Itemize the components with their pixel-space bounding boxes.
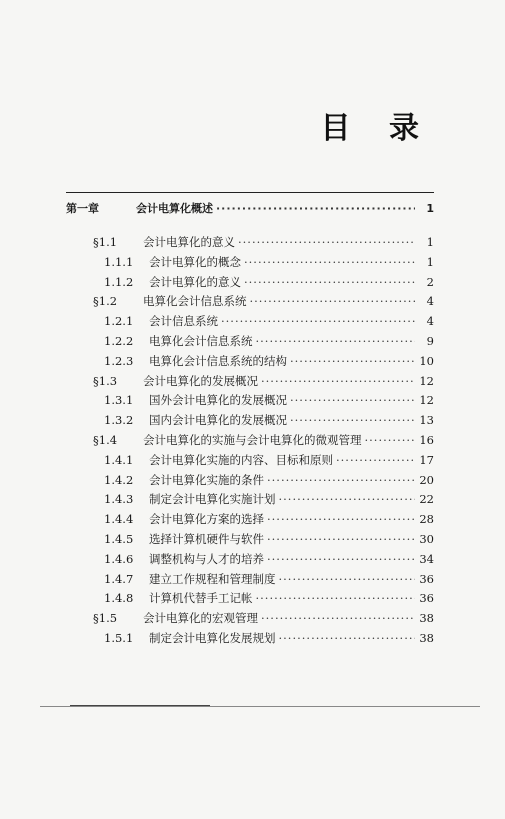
entry-page: 2 — [426, 274, 434, 289]
chapter-label: 会计电算化概述 — [136, 202, 213, 215]
chapter-number: 第一章 — [66, 202, 99, 215]
entry-label: 会计电算化的意义 — [143, 235, 235, 249]
dot-leader — [221, 312, 415, 330]
entry-number: 1.3.1 — [104, 393, 134, 408]
entry-number: §1.4 — [93, 433, 118, 447]
entry-page: 4 — [426, 314, 434, 329]
entry-page: 36 — [419, 591, 434, 606]
entry-label: 制定会计电算化实施计划 — [149, 492, 276, 507]
entry-number: 1.4.6 — [104, 551, 134, 566]
page-title: 目 录 — [320, 111, 433, 146]
title-divider — [66, 192, 434, 193]
toc-subsection-entry[interactable] — [104, 253, 434, 271]
dot-leader — [256, 332, 416, 350]
toc-subsection-entry[interactable] — [104, 273, 434, 291]
toc-subsection-entry[interactable] — [104, 391, 434, 409]
entry-page: 17 — [419, 452, 434, 467]
toc-section-entry[interactable] — [93, 292, 434, 310]
entry-page: 28 — [419, 512, 434, 527]
entry-label: 会计电算化的发展概况 — [143, 373, 258, 388]
bottom-divider — [40, 706, 480, 707]
entry-label: 电算化会计信息系统的结构 — [149, 353, 287, 368]
dot-leader — [238, 233, 415, 251]
dot-leader — [279, 570, 416, 588]
entry-page: 12 — [419, 393, 434, 408]
entry-label: 国内会计电算化的发展概况 — [149, 413, 287, 428]
dot-leader — [267, 550, 415, 568]
entry-number: 1.1.2 — [104, 274, 134, 289]
entry-label: 制定会计电算化发展规划 — [149, 631, 276, 645]
dot-leader — [290, 391, 415, 409]
entry-page: 10 — [419, 353, 434, 368]
entry-number: §1.5 — [93, 611, 118, 626]
dot-leader — [267, 530, 415, 548]
entry-label: 选择计算机硬件与软件 — [149, 532, 264, 546]
dot-leader — [244, 273, 415, 291]
toc-section-entry[interactable] — [93, 609, 434, 627]
entry-label: 会计信息系统 — [149, 314, 218, 329]
dot-leader — [365, 431, 416, 449]
toc-subsection-entry[interactable] — [104, 490, 434, 508]
entry-page: 20 — [419, 472, 434, 487]
toc-section-entry[interactable] — [93, 431, 434, 449]
dot-leader — [267, 510, 415, 528]
toc-subsection-entry[interactable] — [104, 589, 434, 607]
entry-number: 1.4.3 — [104, 492, 134, 507]
entry-number: 1.4.5 — [104, 532, 134, 546]
dot-leader — [261, 609, 415, 627]
dot-leader — [244, 253, 415, 271]
entry-page: 12 — [419, 373, 434, 388]
entry-label: 建立工作规程和管理制度 — [149, 571, 276, 586]
toc-chapter-entry[interactable] — [66, 200, 434, 218]
entry-page: 36 — [419, 571, 434, 586]
dot-leader — [216, 200, 415, 218]
dot-leader — [256, 589, 416, 607]
entry-page: 34 — [419, 551, 434, 566]
entry-number: 1.4.4 — [104, 512, 134, 527]
toc-subsection-entry[interactable] — [104, 510, 434, 528]
entry-label: 会计电算化的实施与会计电算化的微观管理 — [143, 433, 362, 447]
entry-label: 会计电算化的概念 — [149, 254, 241, 269]
entry-number: 1.1.1 — [104, 254, 134, 269]
dot-leader — [261, 372, 415, 390]
toc-subsection-entry[interactable] — [104, 451, 434, 469]
entry-label: 国外会计电算化的发展概况 — [149, 393, 287, 408]
entry-label: 会计电算化的意义 — [149, 274, 241, 289]
entry-number: §1.3 — [93, 373, 118, 388]
entry-label: 会计电算化实施的条件 — [149, 472, 264, 487]
entry-number: 1.4.2 — [104, 472, 134, 487]
toc-subsection-entry[interactable] — [104, 312, 434, 330]
entry-number: 1.4.7 — [104, 571, 134, 586]
entry-number: 1.4.1 — [104, 452, 134, 467]
entry-page: 30 — [419, 532, 434, 546]
entry-page: 38 — [419, 611, 434, 626]
entry-page: 38 — [419, 631, 434, 645]
toc-subsection-entry[interactable] — [104, 530, 434, 548]
entry-number: §1.1 — [93, 235, 118, 249]
dot-leader — [290, 411, 415, 429]
entry-label: 电算化会计信息系统 — [149, 334, 253, 348]
entry-label: 电算化会计信息系统 — [143, 294, 247, 309]
toc-section-entry[interactable] — [93, 372, 434, 390]
toc-subsection-entry[interactable] — [104, 411, 434, 429]
toc-subsection-entry[interactable] — [104, 352, 434, 370]
entry-label: 会计电算化的宏观管理 — [143, 611, 258, 626]
entry-label: 会计电算化方案的选择 — [149, 512, 264, 527]
entry-label: 计算机代替手工记帐 — [149, 591, 253, 606]
entry-page: 9 — [426, 334, 434, 348]
chapter-page: 1 — [426, 202, 434, 215]
entry-page: 1 — [426, 254, 434, 269]
dot-leader — [279, 629, 416, 647]
entry-label: 调整机构与人才的培养 — [149, 551, 264, 566]
entry-number: 1.4.8 — [104, 591, 134, 606]
entry-number: 1.3.2 — [104, 413, 134, 428]
toc-subsection-entry[interactable] — [104, 570, 434, 588]
entry-page: 4 — [426, 294, 434, 309]
toc-subsection-entry[interactable] — [104, 332, 434, 350]
toc-section-entry[interactable] — [93, 233, 434, 251]
bottom-divider-dark — [70, 705, 210, 706]
entry-number: 1.2.3 — [104, 353, 134, 368]
dot-leader — [336, 451, 415, 469]
entry-number: 1.2.2 — [104, 334, 134, 348]
entry-label: 会计电算化实施的内容、目标和原则 — [149, 452, 333, 467]
entry-number: 1.5.1 — [104, 631, 134, 645]
entry-number: 1.2.1 — [104, 314, 134, 329]
dot-leader — [290, 352, 415, 370]
entry-number: §1.2 — [93, 294, 118, 309]
toc-subsection-entry[interactable] — [104, 629, 434, 647]
entry-page: 22 — [419, 492, 434, 507]
entry-page: 13 — [419, 413, 434, 428]
entry-page: 1 — [426, 235, 434, 249]
toc-subsection-entry[interactable] — [104, 550, 434, 568]
dot-leader — [250, 292, 416, 310]
toc-subsection-entry[interactable] — [104, 471, 434, 489]
entry-page: 16 — [419, 433, 434, 447]
dot-leader — [267, 471, 415, 489]
dot-leader — [279, 490, 416, 508]
